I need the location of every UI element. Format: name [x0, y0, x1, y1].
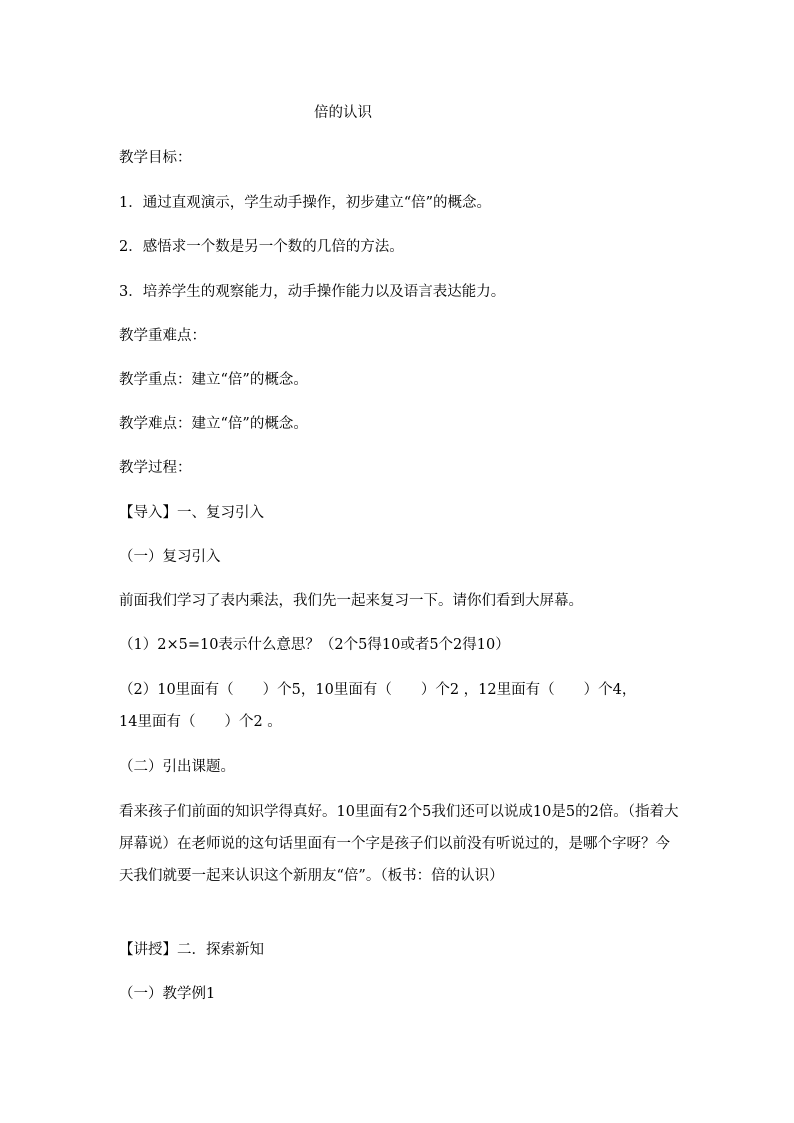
section-intro-heading: 【导入】一、复习引入 [119, 505, 264, 521]
key-difficult-heading: 教学重难点： [119, 328, 206, 344]
process-heading: 教学过程： [119, 460, 192, 476]
review-paragraph: 前面我们学习了表内乘法，我们先一起来复习一下。请你们看到大屏幕。 [119, 593, 583, 609]
goal-item-2: 2．感悟求一个数是另一个数的几倍的方法。 [119, 239, 404, 255]
question-2-line-1: （2）10里面有（ ）个5，10里面有（ ）个2 ，12里面有（ ）个4， [119, 682, 637, 698]
document-title: 倍的认识 [314, 105, 372, 121]
difficult-point: 教学难点：建立“倍”的概念。 [119, 416, 308, 432]
subsection-review-heading: （一）复习引入 [119, 549, 221, 565]
subsection-topic-heading: （二）引出课题。 [119, 759, 235, 775]
goals-heading: 教学目标： [119, 150, 192, 166]
goal-item-1: 1．通过直观演示，学生动手操作，初步建立“倍”的概念。 [119, 195, 492, 211]
section-teach-heading: 【讲授】二．探索新知 [119, 942, 264, 958]
question-1: （1）2×5=10表示什么意思？（2个5得10或者5个2得10） [119, 637, 510, 653]
topic-paragraph: 看来孩子们前面的知识学得真好。10里面有2个5我们还可以说成10是5的2倍。（指着大屏幕说）在老师说的这句话里面有一个字是孩子们以前没有听说过的，是哪个字呀？今天我们就要一起来认识这个新朋友“倍”。（板书：倍的认识） [119, 804, 679, 884]
subsection-example-heading: （一）教学例1 [119, 986, 216, 1002]
goal-item-3: 3．培养学生的观察能力，动手操作能力以及语言表达能力。 [119, 284, 506, 300]
key-point: 教学重点：建立“倍”的概念。 [119, 372, 308, 388]
question-2-line-2: 14里面有（ ）个2 。 [119, 714, 282, 730]
